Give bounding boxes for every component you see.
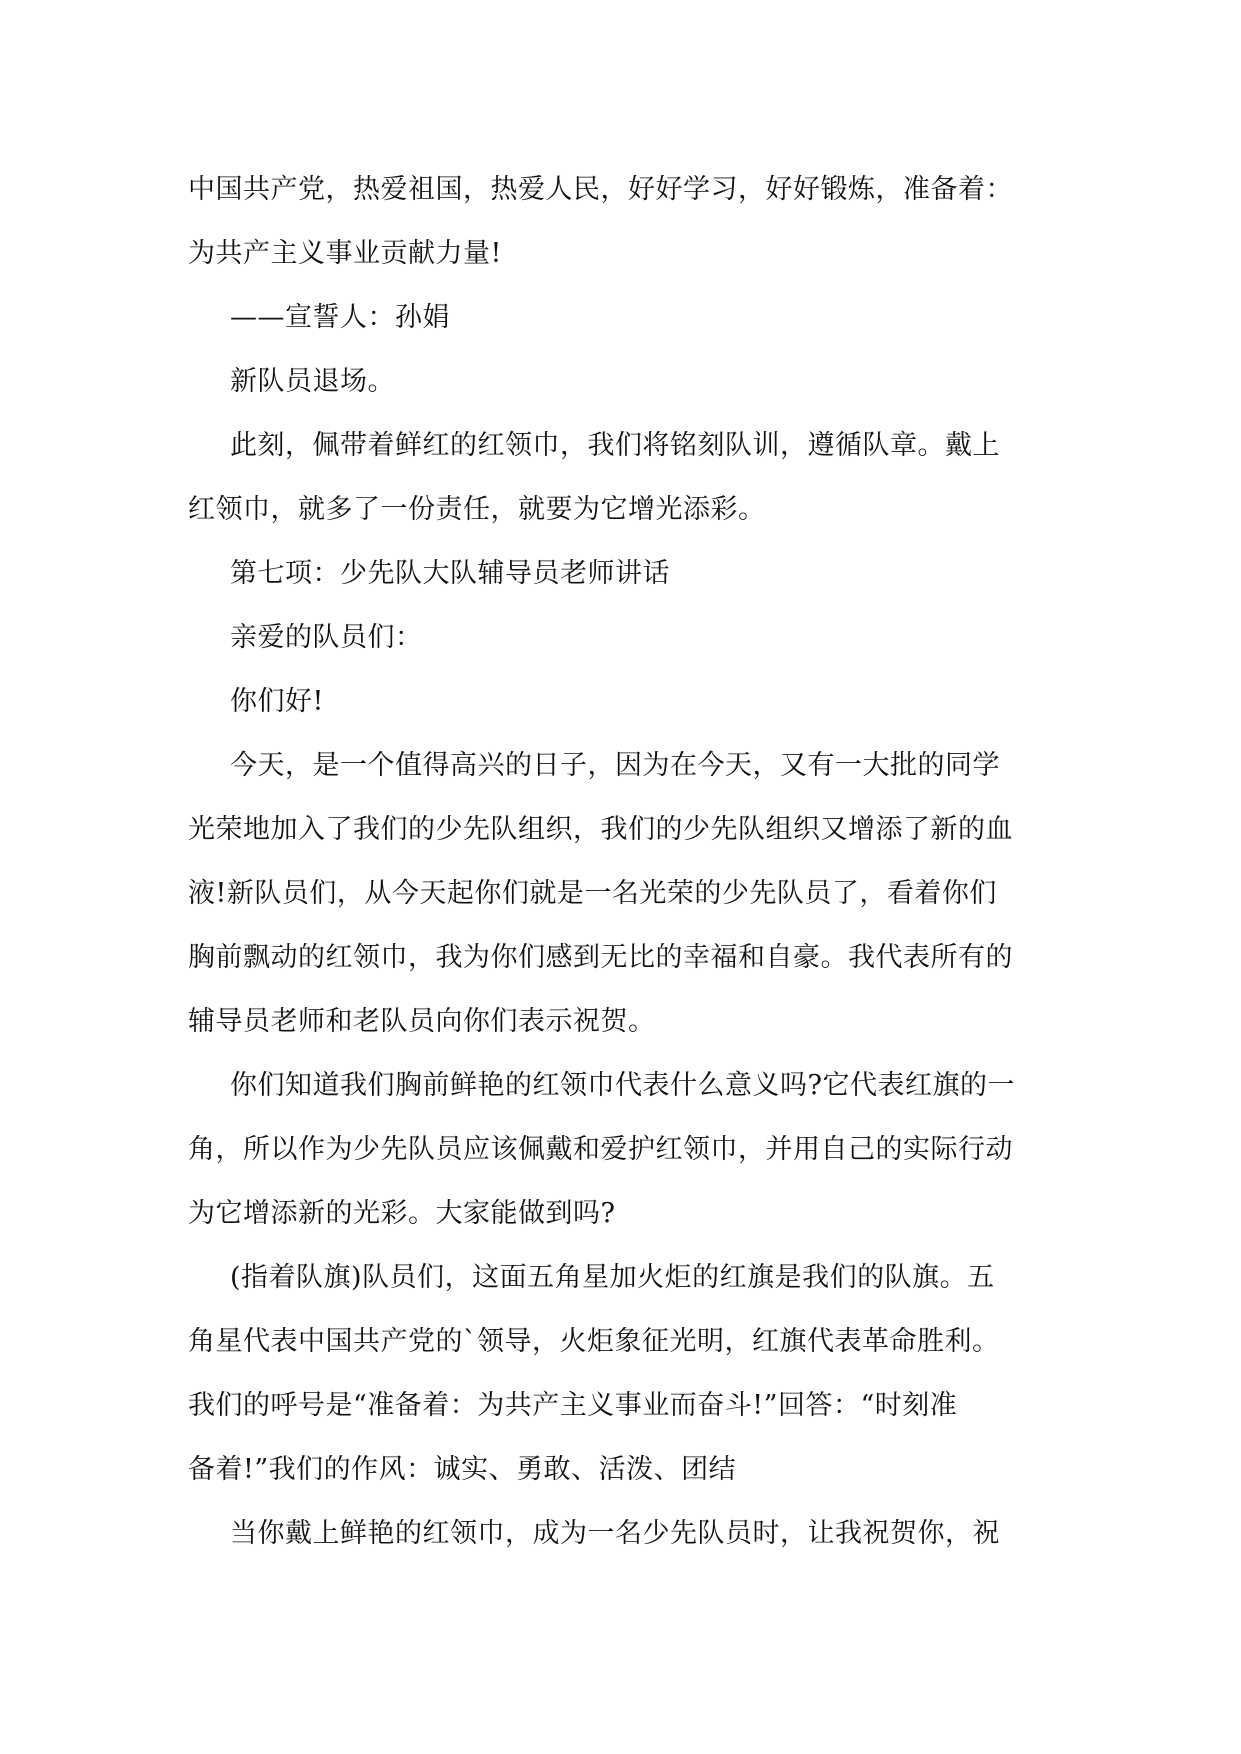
text-line: 中国共产党，热爱祖国，热爱人民，好好学习，好好锻炼，准备着： <box>188 174 1013 205</box>
text-line: 第七项：少先队大队辅导员老师讲话 <box>230 558 670 589</box>
document-page <box>188 158 1058 1566</box>
text-line: 液!新队员们，从今天起你们就是一名光荣的少先队员了，看着你们 <box>188 878 997 909</box>
text-line: 我们的呼号是“准备着：为共产主义事业而奋斗!”回答：“时刻准 <box>188 1390 958 1421</box>
text-line: ——宣誓人：孙娟 <box>230 302 450 333</box>
text-line: 红领巾，就多了一份责任，就要为它增光添彩。 <box>188 494 766 525</box>
text-line: 当你戴上鲜艳的红领巾，成为一名少先队员时，让我祝贺你，祝 <box>230 1518 1000 1549</box>
text-line: 光荣地加入了我们的少先队组织，我们的少先队组织又增添了新的血 <box>188 814 1013 845</box>
text-line: 你们好! <box>230 686 324 717</box>
text-line: (指着队旗)队员们，这面五角星加火炬的红旗是我们的队旗。五 <box>230 1262 995 1293</box>
text-line: 为共产主义事业贡献力量! <box>188 238 502 269</box>
text-line: 备着!”我们的作风：诚实、勇敢、活泼、团结 <box>188 1454 737 1485</box>
text-line: 亲爱的队员们： <box>230 622 423 653</box>
text-line: 角星代表中国共产党的`领导，火炬象征光明，红旗代表革命胜利。 <box>188 1326 1000 1357</box>
text-line: 为它增添新的光彩。大家能做到吗? <box>188 1198 616 1229</box>
text-line: 胸前飘动的红领巾，我为你们感到无比的幸福和自豪。我代表所有的 <box>188 942 1013 973</box>
text-line: 你们知道我们胸前鲜艳的红领巾代表什么意义吗?它代表红旗的一 <box>230 1070 1015 1101</box>
text-line: 辅导员老师和老队员向你们表示祝贺。 <box>188 1006 656 1037</box>
text-line: 今天，是一个值得高兴的日子，因为在今天，又有一大批的同学 <box>230 750 1000 781</box>
text-line: 新队员退场。 <box>230 366 395 397</box>
text-line: 此刻，佩带着鲜红的红领巾，我们将铭刻队训，遵循队章。戴上 <box>230 430 1000 461</box>
text-line: 角，所以作为少先队员应该佩戴和爱护红领巾，并用自己的实际行动 <box>188 1134 1013 1165</box>
